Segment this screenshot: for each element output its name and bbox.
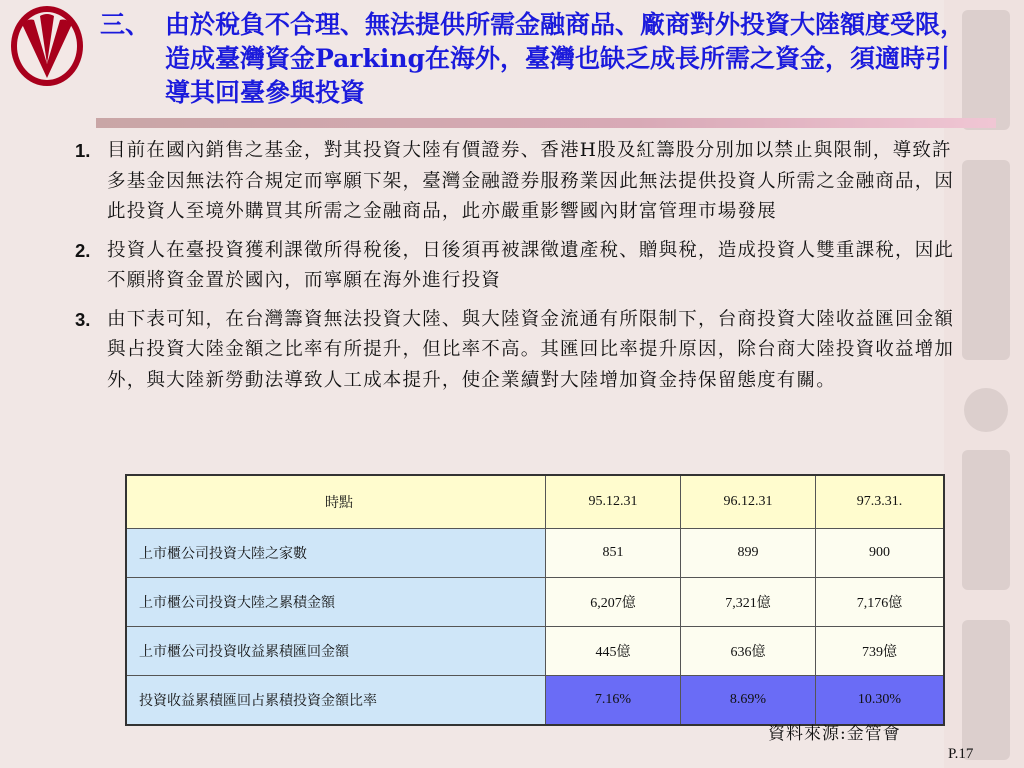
bullet-list xyxy=(75,136,970,404)
table-header-cell: 96.12.31 xyxy=(681,475,816,529)
item-text: 目前在國內銷售之基金，對其投資大陸有價證券、香港H股及紅籌股分別加以禁止與限制，導致許多基金因無法符合規定而寧願下架，臺灣金融證券服務業因此無法提供投資人所需之金融商品，因此投資人至境外購買其所需之金融商品，此亦嚴重影響國內財富管理市場發展 xyxy=(107,140,955,222)
table-cell: 851 xyxy=(546,529,681,578)
investment-table xyxy=(125,474,945,726)
table-cell: 636億 xyxy=(681,627,816,676)
table-row xyxy=(126,578,944,627)
table-row-label: 上市櫃公司投資收益累積匯回金額 xyxy=(126,627,546,676)
table-cell: 8.69% xyxy=(681,676,816,726)
slide-title-number: 三、 xyxy=(100,10,151,39)
table-cell: 7,321億 xyxy=(681,578,816,627)
item-number: 3. xyxy=(75,308,91,330)
slide-title-text: 由於稅負不合理、無法提供所需金融商品、廠商對外投資大陸額度受限，造成臺灣資金Parking在海外，臺灣也缺乏成長所需之資金，須適時引導其回臺參與投資 xyxy=(165,10,966,107)
table-cell: 899 xyxy=(681,529,816,578)
table-row-label: 投資收益累積匯回占累積投資金額比率 xyxy=(126,676,546,726)
table-cell: 6,207億 xyxy=(546,578,681,627)
list-item xyxy=(75,305,970,397)
list-item xyxy=(75,136,970,228)
list-item xyxy=(75,236,970,297)
table-row-label: 上市櫃公司投資大陸之家數 xyxy=(126,529,546,578)
slide-title xyxy=(165,8,970,110)
item-text: 由下表可知，在台灣籌資無法投資大陸、與大陸資金流通有所限制下，台商投資大陸收益匯回金額與占投資大陸金額之比率有所提升，但比率不高。其匯回比率提升原因，除台商大陸投資收益增加外，與大陸新勞動法導致人工成本提升，使企業續對大陸增加資金持保留態度有關。 xyxy=(107,308,955,391)
table-row xyxy=(126,529,944,578)
table-row xyxy=(126,627,944,676)
table-cell: 7,176億 xyxy=(816,578,945,627)
item-number: 1. xyxy=(75,140,91,161)
page-number: P.17 xyxy=(948,746,974,762)
table-header-cell: 時點 xyxy=(126,475,546,529)
table-row-highlighted xyxy=(126,676,944,726)
table-cell: 10.30% xyxy=(816,676,945,726)
table-cell: 900 xyxy=(816,529,945,578)
company-logo-icon xyxy=(6,2,88,90)
table-header-row xyxy=(126,475,944,529)
table-cell: 445億 xyxy=(546,627,681,676)
table-row-label: 上市櫃公司投資大陸之累積金額 xyxy=(126,578,546,627)
item-text: 投資人在臺投資獲利課徵所得稅後，日後須再被課徵遺產稅、贈與稅，造成投資人雙重課稅，因此不願將資金置於國內，而寧願在海外進行投資 xyxy=(107,239,955,291)
table-header-cell: 97.3.31. xyxy=(816,475,945,529)
table-cell: 7.16% xyxy=(546,676,681,726)
title-divider xyxy=(96,118,996,128)
table-header-cell: 95.12.31 xyxy=(546,475,681,529)
table-cell: 739億 xyxy=(816,627,945,676)
item-number: 2. xyxy=(75,239,91,261)
source-note: 資料來源:金管會 xyxy=(768,724,901,744)
